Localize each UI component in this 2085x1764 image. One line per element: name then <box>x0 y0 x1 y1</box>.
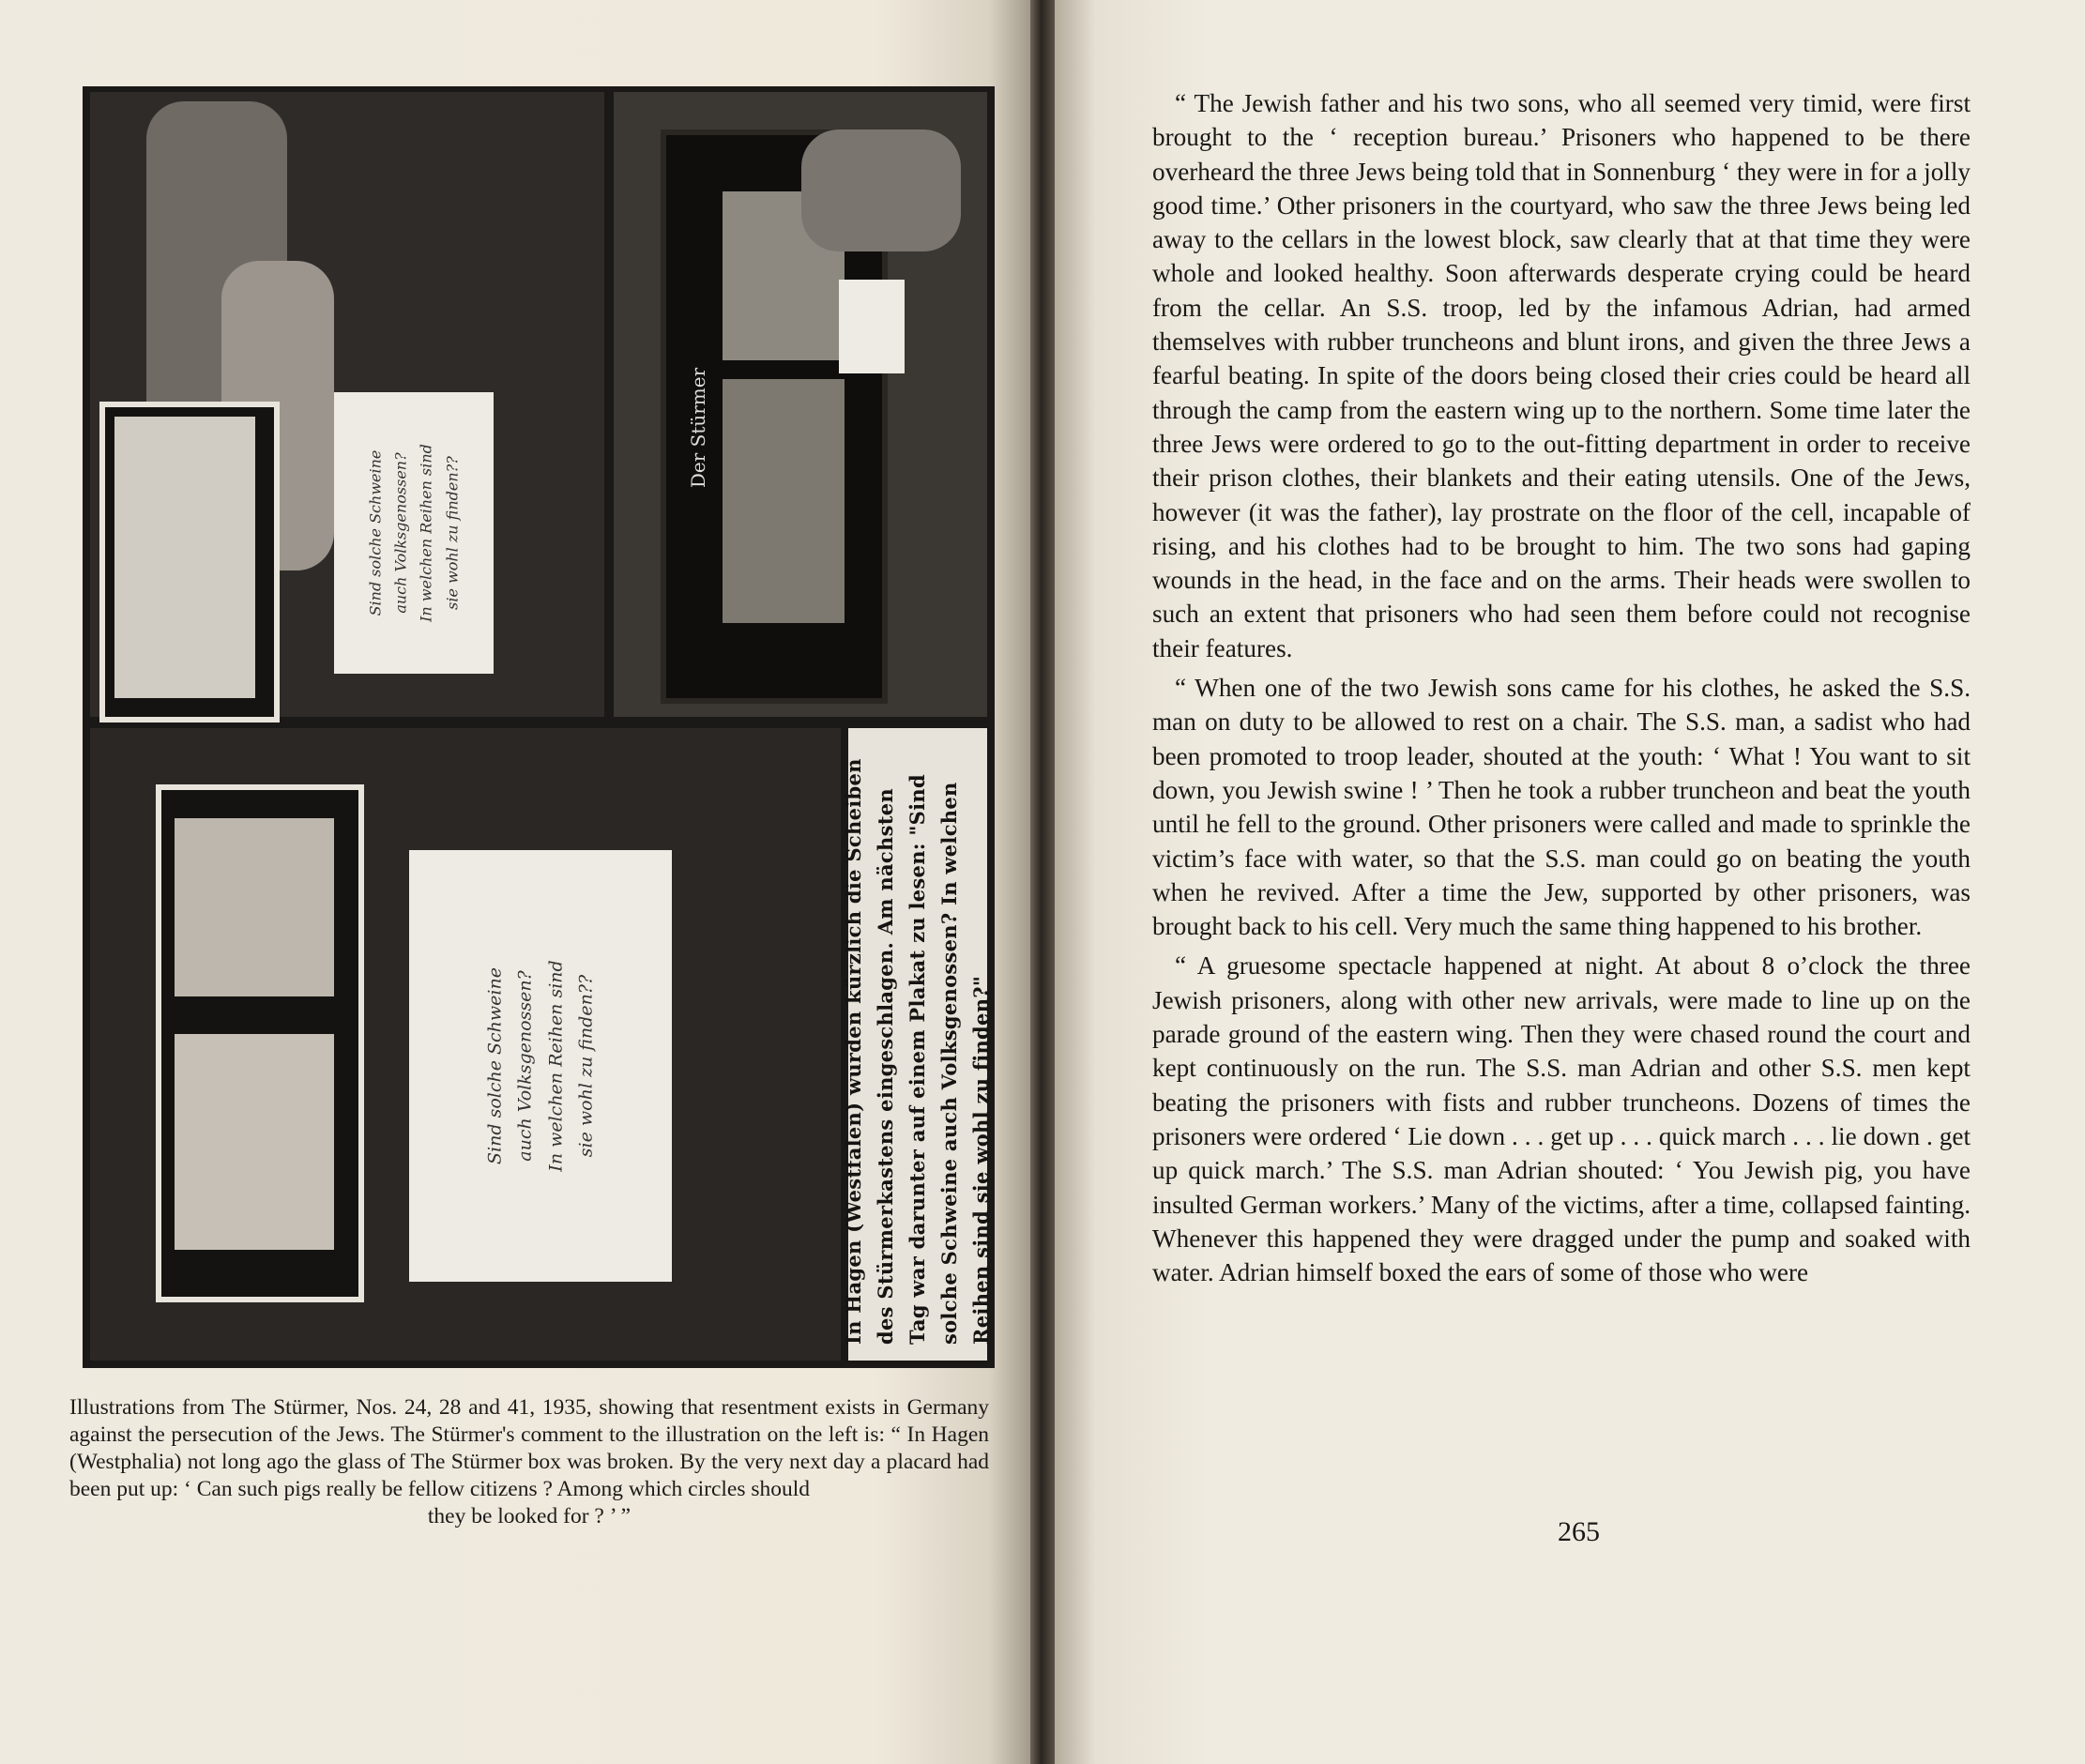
newspaper-image <box>114 417 255 698</box>
fraktur-caption: In Hagen (Westfalen) wurden kürzlich die Scheiben des Stürmerkastens eingeschlagen. Am nächsten Tag war darunter auf einem Plakat zu lesen: "Sind solche Schweine auch Volksgenossen? In welchen Reihen sind sie wohl zu finden?" <box>848 728 987 1361</box>
placard-top: Sind solche Schweine auch Volksgenossen? In welchen Reihen sind sie wohl zu finden?? <box>334 392 494 674</box>
page-number: 265 <box>1558 1516 1600 1547</box>
small-sign <box>839 280 905 373</box>
sign-header: Der Stürmer <box>687 367 710 489</box>
paragraph: “ A gruesome spectacle happened at night. At about 8 o’clock the three Jewish prisoners, along with other new arrivals, were made to line up on the parade ground of the eastern wing. Then they were chased round the court and kept continuously on the run. The S.S. man Adrian and other S.S. men kept beating the prisoners with fists and rubber truncheons. Dozens of times the prisoners were ordered ‘ Lie down . . . get up . . . quick march . . . lie down . get up quick march.’ The S.S. man Adrian shouted: ‘ You Jewish pig, you have insulted German workers.’ Many of the victims, after a time, collapsed fainting. Whenever this happened they were dragged under the pump and soaked with water. Adrian himself boxed the ears of some of those who were <box>1152 951 1971 1287</box>
photo-bottom <box>90 728 841 1361</box>
placard-bottom: Sind solche Schweine auch Volksgenossen? In welchen Reihen sind sie wohl zu finden?? <box>409 850 672 1282</box>
book-gutter <box>1030 0 1055 1764</box>
display-case <box>99 402 280 722</box>
body-text <box>1152 86 1971 1295</box>
paragraph: “ The Jewish father and his two sons, who all seemed very timid, were first brought to the ‘ reception bureau.’ Prisoners who happened to be there overheard the three Jews being told that in Sonnenburg ‘ they were in for a jolly good time.’ Other prisoners in the courtyard, who saw the three Jews being led away to the cellars in the lowest block, saw clearly that at that time they were whole and looked healthy. Soon afterwards desperate crying could be heard from the cellar. An S.S. troop, led by the infamous Adrian, had armed themselves with rubber truncheons and blunt irons, and given the three Jews a fearful beating. In spite of the doors being closed their cries could be heard all through the camp from the eastern wing up to the northern. Some time later the three Jews were ordered to go to the out-fitting department in order to receive their prison clothes, their blankets and their eating utensils. One of the Jews, however (it was the father), lay prostrate on the floor of the cell, incapable of rising, and his clothes had to be brought to him. The two sons had gaping wounds in the head, in the face and on the arms. Their heads were swollen to such an extent that prisoners who had seen them before could not recognise their features. <box>1152 89 1971 662</box>
photo-plate <box>83 86 995 1368</box>
man-figure <box>801 129 961 251</box>
left-page <box>0 0 1030 1764</box>
photo-top-right <box>614 92 987 717</box>
photo-top-left <box>90 92 604 717</box>
display-case <box>156 784 364 1302</box>
illustration-caption: Illustrations from The Stürmer, Nos. 24, 28 and 41, 1935, showing that resentment exists in Germany against the persecution of the Jews. The Stürmer's comment to the illustration on the left is: “ In Hagen (Westphalia) not long ago the glass of The Stürmer box was broken. By the very next day a placard had been put up: ‘ Can such pigs really be fellow citizens ? Among which circles should they be looked for ? ’ ” <box>69 1395 990 1528</box>
box-panel <box>723 379 845 623</box>
newspaper-image <box>175 818 334 996</box>
paragraph: “ When one of the two Jewish sons came for his clothes, he asked the S.S. man on duty to be allowed to rest on a chair. The S.S. man, a sadist who had been promoted to troop leader, shouted at the youth: ‘ What ! You want to sit down, you Jewish swine ! ’ Then he took a rubber truncheon and beat the youth until he fell to the ground. Other prisoners were called and made to sprinkle the victim’s face with water, so that the S.S. man could go on beating the youth when he revived. After a time the Jew, supported by other prisoners, was brought back to his cell. Very much the same thing happened to his brother. <box>1152 674 1971 941</box>
newspaper-image <box>175 1034 334 1250</box>
